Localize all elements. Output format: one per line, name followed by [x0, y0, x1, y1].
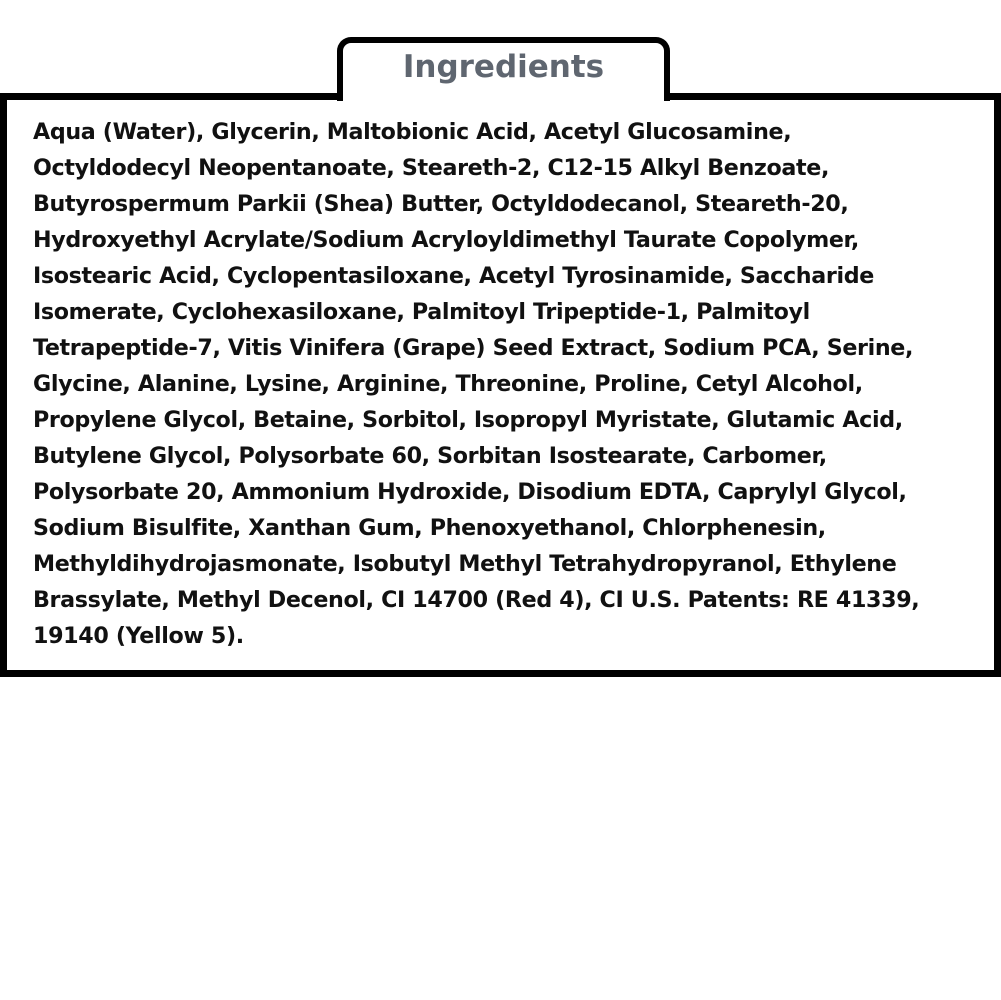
ingredients-line: Polysorbate 20, Ammonium Hydroxide, Disodium EDTA, Caprylyl Glycol, — [33, 479, 907, 505]
ingredients-line: Octyldodecyl Neopentanoate, Steareth-2, C12-15 Alkyl Benzoate, — [33, 155, 830, 181]
ingredients-line: Butylene Glycol, Polysorbate 60, Sorbitan Isostearate, Carbomer, — [33, 443, 827, 469]
ingredients-line: 19140 (Yellow 5). — [33, 623, 244, 649]
ingredients-line: Aqua (Water), Glycerin, Maltobionic Acid, Acetyl Glucosamine, — [33, 119, 792, 145]
ingredients-line: Brassylate, Methyl Decenol, CI 14700 (Red 4), CI U.S. Patents: RE 41339, — [33, 587, 920, 613]
ingredients-line: Isostearic Acid, Cyclopentasiloxane, Acetyl Tyrosinamide, Saccharide — [33, 263, 874, 289]
ingredients-line: Glycine, Alanine, Lysine, Arginine, Threonine, Proline, Cetyl Alcohol, — [33, 371, 863, 397]
ingredients-line: Hydroxyethyl Acrylate/Sodium Acryloyldimethyl Taurate Copolymer, — [33, 227, 859, 253]
ingredients-tab — [337, 37, 670, 101]
ingredients-line: Tetrapeptide-7, Vitis Vinifera (Grape) Seed Extract, Sodium PCA, Serine, — [33, 335, 914, 361]
ingredients-list — [33, 114, 978, 654]
ingredients-line: Propylene Glycol, Betaine, Sorbitol, Isopropyl Myristate, Glutamic Acid, — [33, 407, 903, 433]
ingredients-line: Sodium Bisulfite, Xanthan Gum, Phenoxyethanol, Chlorphenesin, — [33, 515, 826, 541]
ingredients-line: Isomerate, Cyclohexasiloxane, Palmitoyl Tripeptide-1, Palmitoyl — [33, 299, 810, 325]
ingredients-line: Butyrospermum Parkii (Shea) Butter, Octyldodecanol, Steareth-20, — [33, 191, 849, 217]
ingredients-panel — [0, 93, 1001, 677]
ingredients-title: Ingredients — [402, 49, 605, 85]
ingredients-line: Methyldihydrojasmonate, Isobutyl Methyl Tetrahydropyranol, Ethylene — [33, 551, 897, 577]
